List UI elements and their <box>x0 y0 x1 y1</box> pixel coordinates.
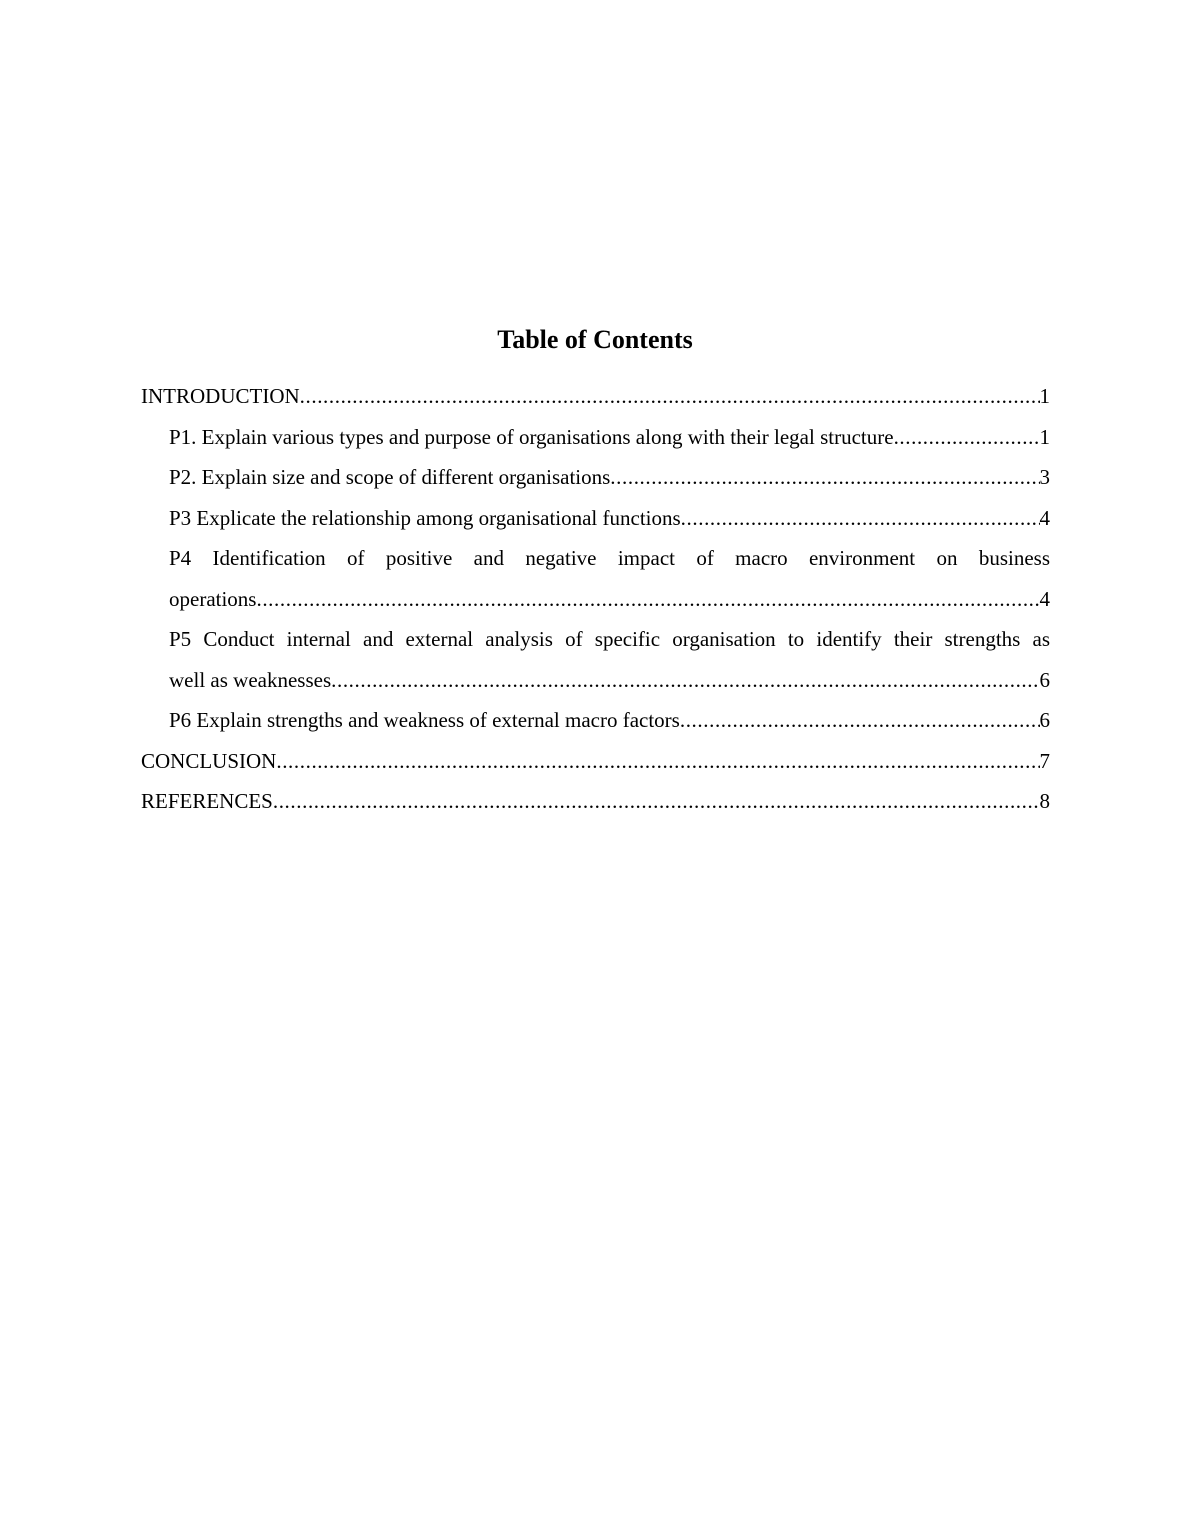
toc-entry-text-line1: P5 Conduct internal and external analysis of specific organisation to identify their strengths as <box>169 627 1050 651</box>
toc-entry-references[interactable] <box>141 781 1050 822</box>
toc-page-number: 3 <box>1039 465 1050 489</box>
toc-dot-leader <box>256 579 1039 620</box>
toc-page-number: 1 <box>1039 384 1050 408</box>
toc-dot-leader <box>300 376 1040 417</box>
toc-entry-conclusion[interactable] <box>141 741 1050 782</box>
toc-entry-p4[interactable] <box>141 538 1050 619</box>
toc-page-number: 1 <box>1039 424 1050 449</box>
toc-dot-leader <box>276 741 1039 782</box>
toc-dot-leader <box>681 498 1040 539</box>
toc-page-number: 6 <box>1039 708 1050 732</box>
toc-title: Table of Contents <box>497 325 693 354</box>
toc-entry-text: P6 Explain strengths and weakness of external macro factors <box>169 708 680 732</box>
toc-entry-p1[interactable] <box>141 417 1050 458</box>
toc-page-number: 8 <box>1039 789 1050 813</box>
toc-dot-leader <box>331 660 1039 701</box>
toc-entry-text: REFERENCES <box>141 789 273 813</box>
toc-page-number: 7 <box>1039 748 1050 773</box>
toc-entry-text-line1: P4 Identification of positive and negative impact of macro environment on business <box>169 546 1050 570</box>
toc-entry-text-line2: well as weaknesses <box>169 667 332 692</box>
toc-entry-text: INTRODUCTION <box>141 384 300 408</box>
toc-entry-p6[interactable] <box>141 700 1050 741</box>
toc-dot-leader <box>273 781 1040 822</box>
toc-entry-p5[interactable] <box>141 619 1050 700</box>
toc-entry-text: P3 Explicate the relationship among organisational functions <box>169 505 681 530</box>
toc-page-number: 6 <box>1039 667 1050 692</box>
toc-entry-text-line2: operations <box>169 586 257 611</box>
toc-entry-introduction[interactable] <box>141 376 1050 417</box>
toc-entry-text: CONCLUSION <box>141 748 277 773</box>
toc-page-number: 4 <box>1039 586 1050 611</box>
toc-entry-text: P1. Explain various types and purpose of organisations along with their legal structure <box>169 424 894 449</box>
toc-entry-p3[interactable] <box>141 498 1050 539</box>
toc-dot-leader <box>894 417 1040 458</box>
toc-dot-leader <box>680 700 1040 741</box>
toc-list <box>141 376 1050 822</box>
toc-page-number: 4 <box>1039 505 1050 530</box>
toc-dot-leader <box>610 457 1039 498</box>
toc-entry-text: P2. Explain size and scope of different organisations <box>169 465 611 489</box>
toc-entry-p2[interactable] <box>141 457 1050 498</box>
